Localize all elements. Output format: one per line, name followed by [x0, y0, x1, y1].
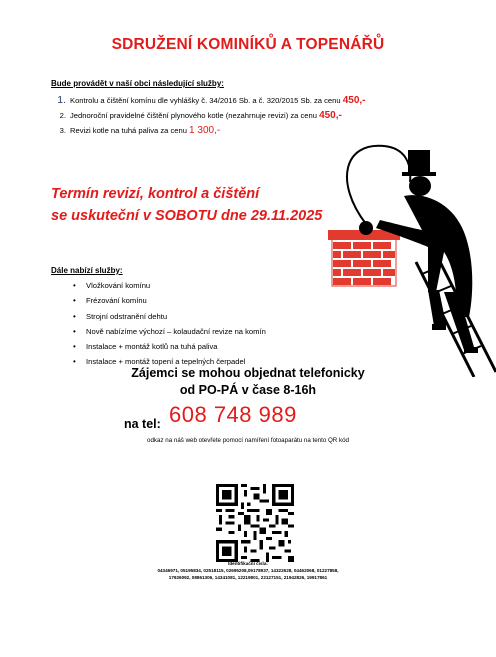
price: 450,-	[319, 110, 342, 121]
list-item	[59, 108, 490, 123]
services-list	[57, 93, 490, 138]
other-services-list	[86, 278, 266, 370]
contact-info	[0, 365, 496, 399]
date-announcement	[51, 183, 322, 227]
qr-code-icon[interactable]	[216, 484, 294, 562]
services-heading: Bude provádět v naší obci následující služby:	[51, 79, 224, 88]
page-title: SDRUŽENÍ KOMINÍKŮ A TOPENÁŘŮ	[111, 36, 385, 53]
phone-number[interactable]: 608 748 989	[169, 402, 297, 427]
ids-line-1: 04346971, 05195834, 02518115, 02695208,09178937, 14322628, 04462068, 01227858,	[157, 568, 339, 573]
service-text: Revizi kotle na tuhá paliva za cenu	[70, 126, 190, 135]
list-item: • Vložkování komínu	[86, 278, 266, 293]
date-line-1: Termín revizí, kontrol a čištění	[51, 186, 260, 202]
list-item	[59, 123, 490, 138]
list-number: 3.	[59, 126, 66, 135]
phone-label: na tel:	[124, 417, 161, 431]
service-text: Kontrolu a čištění komínu dle vyhlášky č. 34/2016 Sb. a č. 320/2015 Sb. za cenu	[70, 96, 343, 105]
contact-line-2: od PO-PÁ v čase 8-16h	[179, 383, 317, 397]
price: 450,-	[342, 95, 366, 106]
service-text: Jednoroční pravidelné čištění plynového kotle (nezahrnuje revizi) za cenu	[70, 111, 320, 120]
list-item: • Frézování komínu	[86, 293, 266, 308]
list-item	[57, 93, 490, 108]
other-services-heading: Dále nabízí služby:	[51, 266, 123, 275]
ids-heading: Identifikační čísla:	[228, 561, 268, 566]
list-number: 2.	[59, 111, 66, 120]
chimney-icon	[328, 230, 400, 286]
price: 1 300,-	[189, 125, 221, 136]
list-item: • Instalace + montáž kotlů na tuhá paliva	[86, 339, 266, 354]
date-line-2: se uskuteční v SOBOTU dne 29.11.2025	[51, 208, 323, 224]
list-item: • Nově nabízíme výchozí – kolaudační revize na komín	[86, 324, 266, 339]
chimney-sweep-illustration	[324, 142, 496, 377]
list-item: • Strojní odstranění dehtu	[86, 309, 266, 324]
company-ids	[0, 560, 496, 581]
contact-line-1: Zájemci se mohou objednat telefonicky	[131, 366, 365, 380]
list-item: • Instalace + montáž topení a tepelných čerpadel	[86, 354, 266, 369]
ids-line-2: 17926092, 08861306, 14341081, 12219801, 22127151, 21942826, 19917861	[168, 575, 328, 580]
qr-note: odkaz na náš web otevřete pomocí namíření fotoaparátu na tento QR kód	[147, 437, 349, 444]
list-number: 1.	[57, 94, 66, 106]
